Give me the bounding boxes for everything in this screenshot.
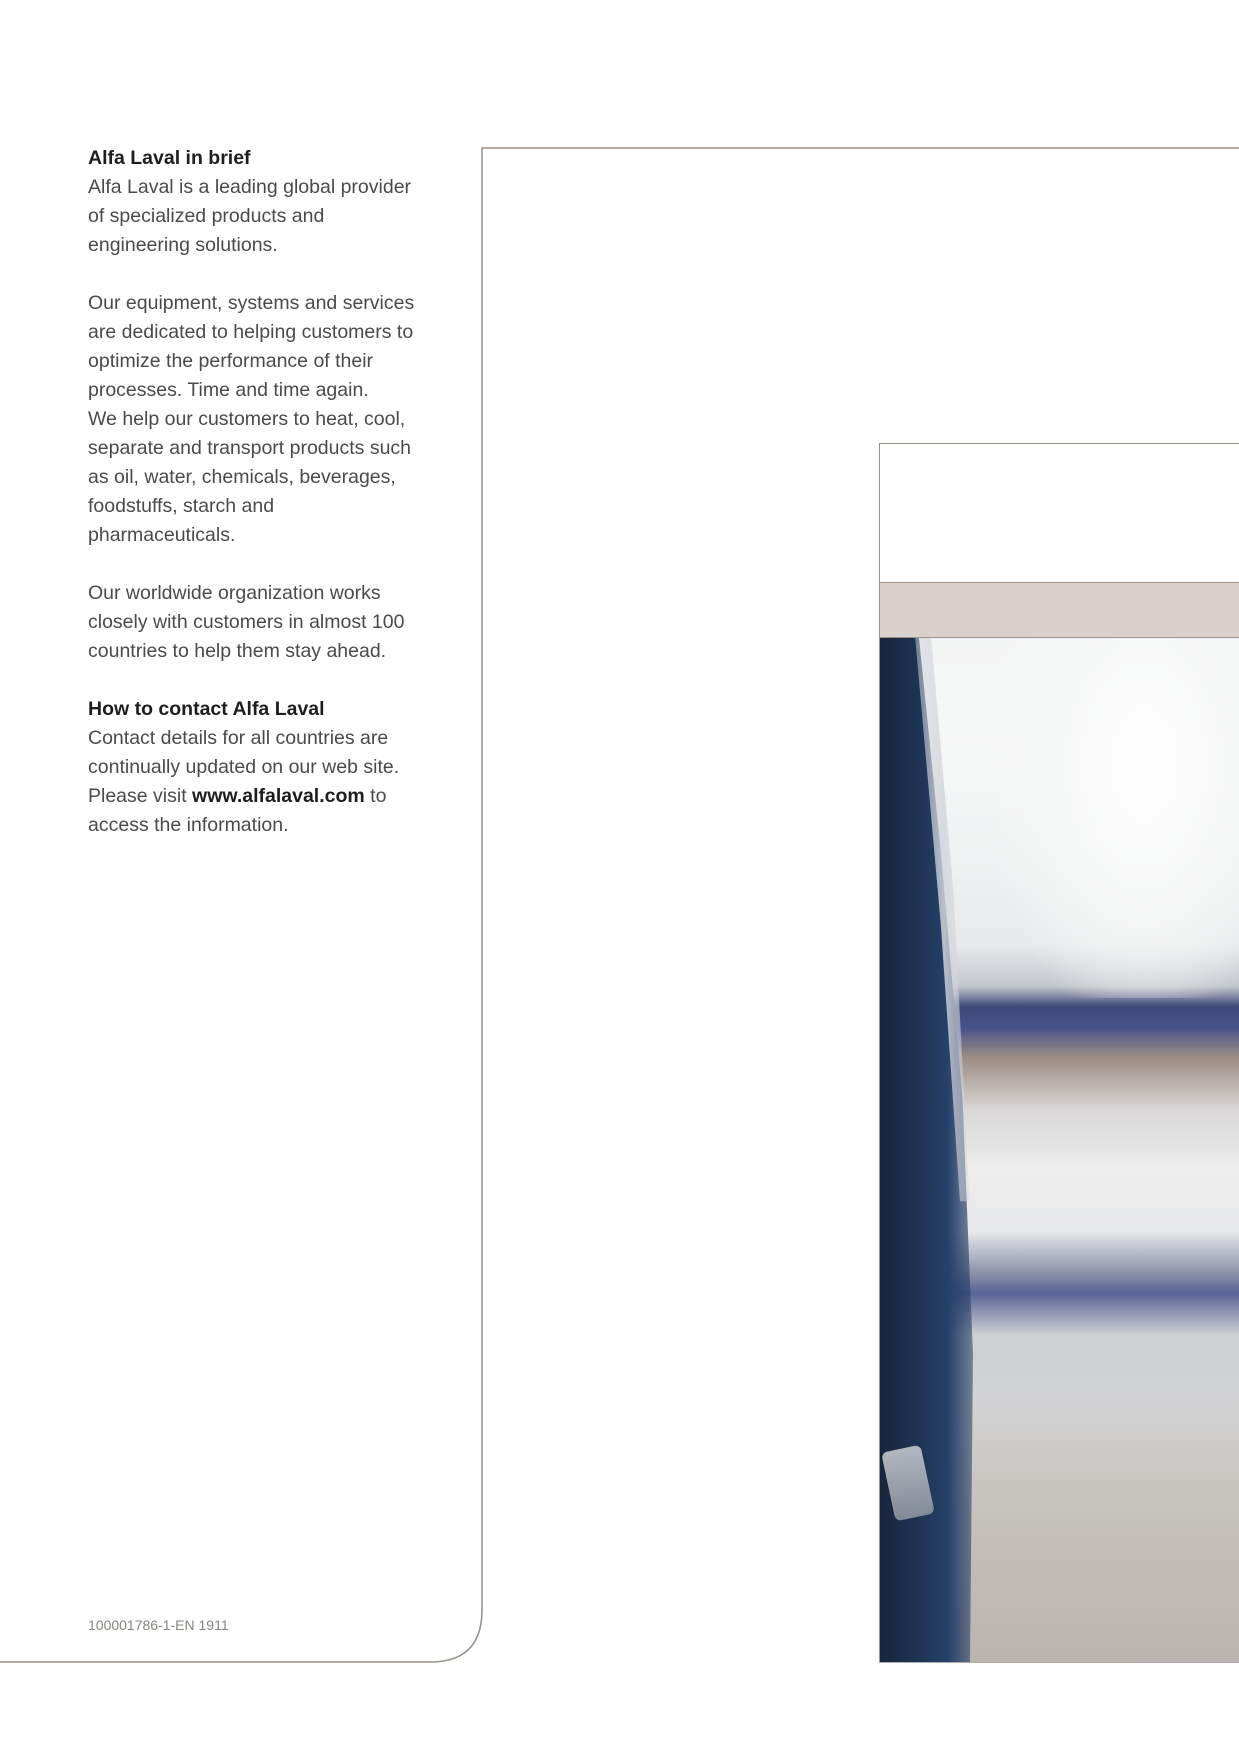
brief-column xyxy=(88,144,428,840)
contact-heading: How to contact Alfa Laval xyxy=(88,698,325,720)
document-code: 100001786-1-EN 1911 xyxy=(88,1617,229,1633)
brief-heading: Alfa Laval in brief xyxy=(88,147,251,169)
contact-text-before: Contact details for all countries are continually updated on our web site. Please visit xyxy=(88,727,400,807)
brief-paragraph-2: Our equipment, systems and services are dedicated to helping customers to optimize the performance of their processes. Time and time again. We help our customers to heat, cool, separate and transport products such as oil, water, chemicals, beverages, foodstuffs, starch and pharmaceuticals. xyxy=(88,292,415,546)
brief-paragraph-1: Alfa Laval is a leading global provider of specialized products and engineering solutions. xyxy=(88,176,412,256)
contact-paragraph xyxy=(88,724,428,840)
equipment-photo xyxy=(879,638,1239,1662)
brief-paragraph-3: Our worldwide organization works closely with customers in almost 100 countries to help them stay ahead. xyxy=(88,582,405,662)
color-band xyxy=(879,582,1239,638)
website-link[interactable]: www.alfalaval.com xyxy=(192,785,365,807)
photo-highlight xyxy=(1000,638,1239,998)
inner-panel xyxy=(879,443,1239,582)
contact-text-after: to access the information. xyxy=(88,785,387,836)
